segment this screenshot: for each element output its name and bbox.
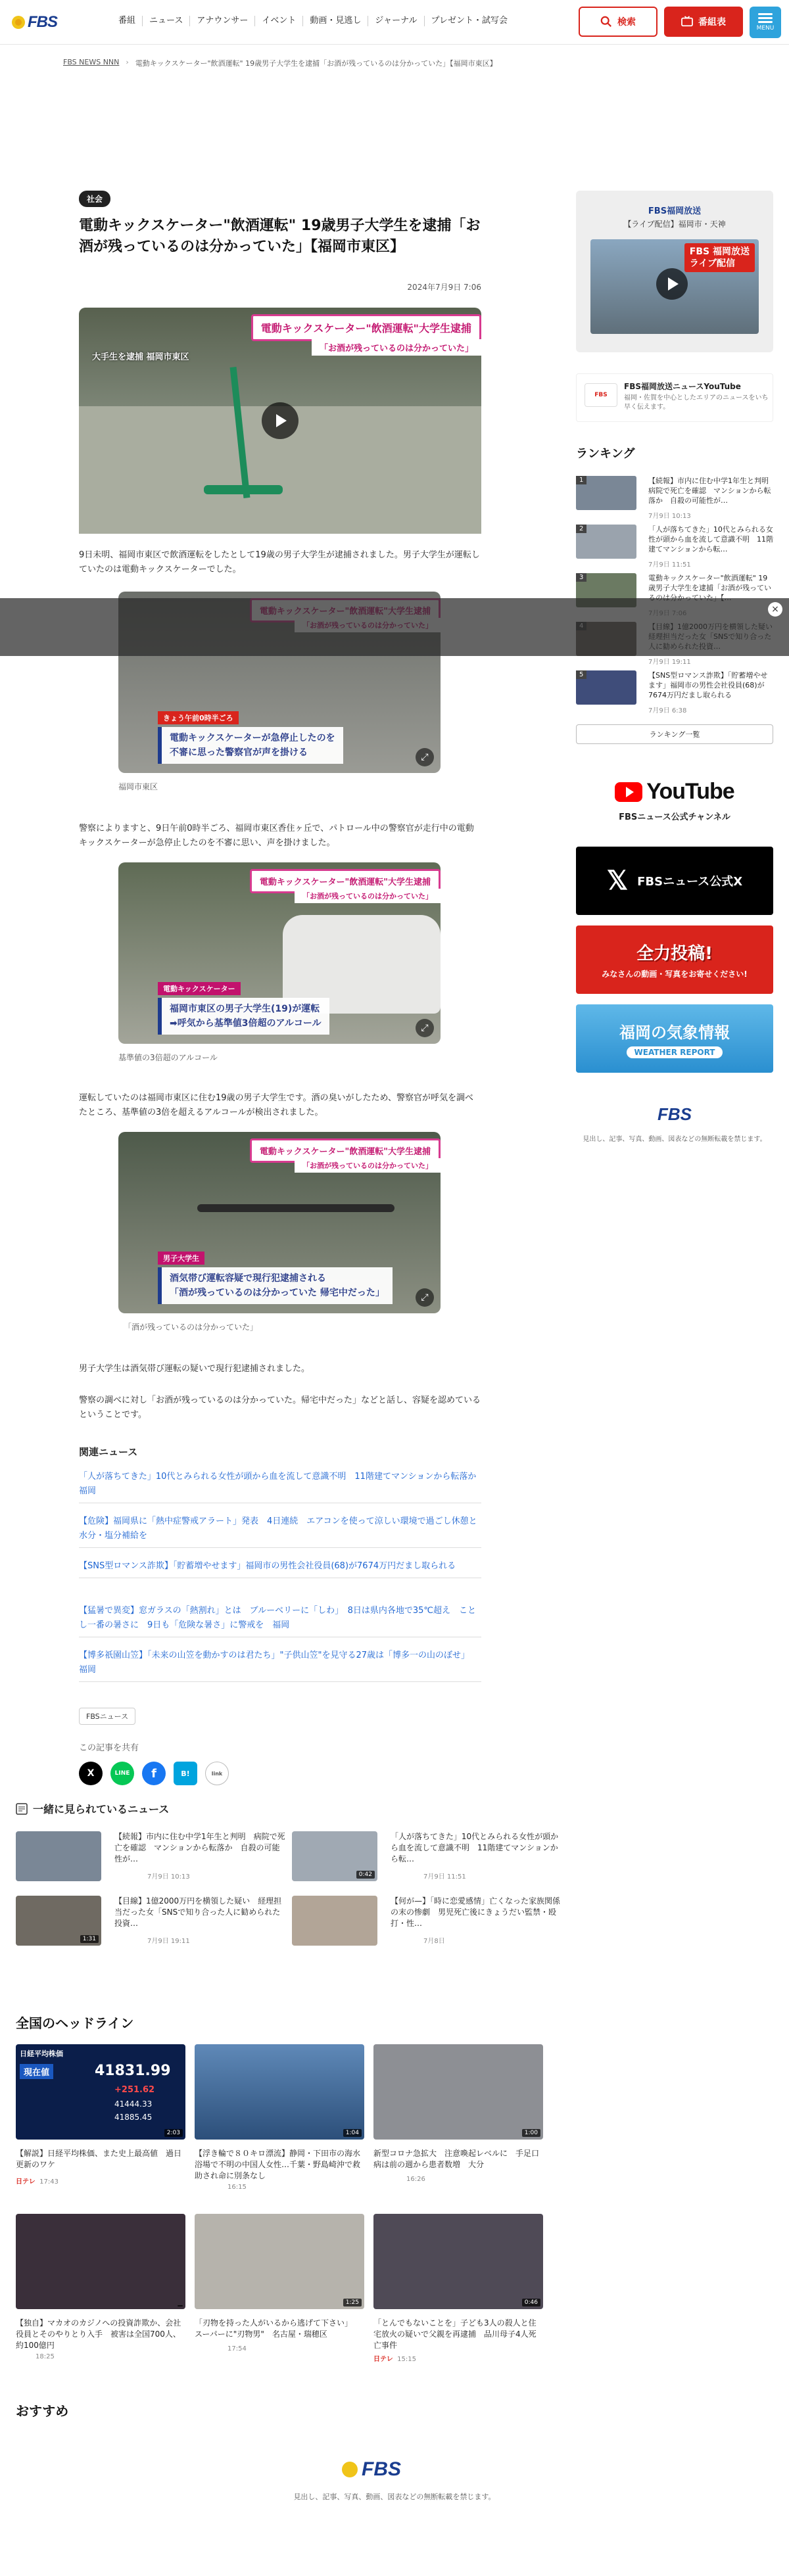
related-news-item[interactable]: 【博多祇園山笠】「未来の山笠を動かすのは君たち」"子供山笠"を見守る27歳は「博多一の山のぼせ」 福岡: [79, 1645, 481, 1682]
live-thumbnail[interactable]: FBS 福岡放送 ライブ配信: [590, 239, 759, 334]
site-header: [0, 0, 789, 45]
fbs-news-logo: FBS: [585, 383, 617, 407]
ranking-item[interactable]: 1 【続報】市内に住む中学1年生と判明 病院で死亡を確認 マンションから転落か 自殺の可能性が… 7月9日 10:13: [576, 476, 773, 522]
menu-button[interactable]: MENU: [750, 7, 781, 38]
share-hatena-icon[interactable]: B!: [174, 1762, 197, 1785]
handlebar-image: [197, 1204, 394, 1212]
chevron-right-icon: ›: [126, 58, 129, 66]
news-list-icon: [16, 1803, 28, 1815]
together-heading: 一緒に見られているニュース: [16, 1801, 169, 1816]
nikkei-thumbnail: 日経平均株価 現在値 41831.99 +251.62 41444.33 41885.45 2:03: [16, 2044, 185, 2140]
related-news-heading: 関連ニュース: [79, 1446, 138, 1458]
together-card[interactable]: 0:42 「人が落ちてきた」10代とみられる女性が頭から血を流して意識不明 11階建てマンションから転… 7月9日 11:51: [292, 1831, 555, 1884]
together-card[interactable]: 【何が—】「時に恋愛感情」亡くなった家族関係の末の惨劇 男児死亡後にきょうだい監禁・殴打・性… 7月8日: [292, 1896, 555, 1948]
post-submission-banner[interactable]: 全力投稿! みなさんの動画・写真をお寄せください!: [576, 925, 773, 994]
article-image-2[interactable]: 電動キックスケーター"飲酒運転"大学生逮捕 「お酒が残っているのは分かっていた」 電動キックスケーター 福岡市東区の男子大学生(19)が運転 ➡呼気から基準値3倍超のアルコール ⤢: [118, 862, 441, 1044]
sun-logo-icon: [342, 2462, 358, 2477]
ranking-item[interactable]: 7月9日 19:11: [576, 622, 773, 668]
article-paragraph: 警察の調べに対し「お酒が残っているのは分かっていた。帰宅中だった」などと話し、容疑を認めているということです。: [79, 1395, 481, 1420]
footer-copyright-note: 見出し、記事、写真、動画、図表などの無断転載を禁じます。: [293, 2493, 496, 2501]
program-guide-button[interactable]: 番組表: [664, 7, 743, 37]
youtube-channel-promo[interactable]: FBS FBS福岡放送ニュースYouTube 福岡・佐賀を中心としたエリアのニュースをいち早く伝えます。: [576, 373, 773, 422]
headline-card[interactable]: 1:04 【浮き輪で８０キロ漂流】静岡・下田市の海水浴場で不明の中国人女性…千葉・野島崎沖で救助され命に別条なし 16:15: [195, 2044, 364, 2202]
image-caption: 福岡市東区: [118, 782, 158, 791]
ranking-list-button[interactable]: ランキング一覧: [576, 724, 773, 744]
play-icon[interactable]: [262, 402, 299, 439]
ranking-item[interactable]: 2 「人が落ちてきた」10代とみられる女性が頭から血を流して意識不明 11階建てマンションから転… 7月9日 11:51: [576, 525, 773, 571]
live-sub: 【ライブ配信】福岡市・天神: [623, 220, 726, 229]
breadcrumb-current: 電動キックスケーター"飲酒運転" 19歳男子大学生を逮捕「お酒が残っているのは分かっていた」【福岡市東区】: [135, 59, 497, 68]
ranking-item[interactable]: 3 電動キックスケーター"飲酒運転" 19歳男子大学生を逮捕「お酒が残ってい: [576, 573, 773, 619]
fbs-copyright-note: 見出し、記事、写真、動画、図表などの無断転載を禁じます。: [583, 1136, 767, 1143]
expand-icon[interactable]: ⤢: [416, 1288, 434, 1307]
headline-card[interactable]: 0:46 「とんでもないことを」子ども3人の殺人と住宅放火の疑いで父親を再逮捕 品川母子4人死亡事件 日テレ 15:15: [373, 2214, 543, 2372]
x-icon: 𝕏: [606, 866, 629, 895]
recommend-heading: おすすめ: [16, 2403, 69, 2419]
live-stream-box[interactable]: [576, 191, 773, 352]
weather-banner[interactable]: 福岡の気象情報 WEATHER REPORT: [576, 1004, 773, 1073]
related-news-item[interactable]: 【SNS型ロマンス詐欺】「貯蓄増やせます」福岡市の男性会社役員(68)が7674万円だまし取られる: [79, 1555, 481, 1578]
live-label: FBS福岡放送: [648, 206, 702, 216]
nav-item-announcer[interactable]: アナウンサー: [190, 16, 255, 26]
sun-logo-icon: [12, 16, 25, 29]
article-image-3[interactable]: 電動キックスケーター"飲酒運転"大学生逮捕 「お酒が残っているのは分かっていた」 男子大学生 酒気帯び運転容疑で現行犯逮捕される 「酒が残っているのは分かっていた 帰宅中だった」 ⤢: [118, 1132, 441, 1313]
article-image-1[interactable]: きょう午前0時半ごろ 電動キックスケーターが急停止したのを 不審に思った警察官が声を掛ける ⤢: [118, 592, 441, 773]
footer-logo[interactable]: FBS: [342, 2458, 401, 2481]
expand-icon[interactable]: ⤢: [416, 748, 434, 766]
headline-card[interactable]: 1:00 新型コロナ急拡大 注意喚起レベルに 手足口病は前の週から患者数増 大分 16:26: [373, 2044, 543, 2202]
share-link-icon[interactable]: link: [205, 1762, 229, 1785]
overlay-ad-bar: [0, 598, 789, 656]
ranking-item[interactable]: 5 【SNS型ロマンス詐欺】「貯蓄増やせます」福岡市の男性会社役員(68)が7674万円だまし取られる 7月9日 6:38: [576, 670, 773, 716]
fbs-sidebar-logo: FBS: [658, 1104, 692, 1124]
share-line-icon[interactable]: LINE: [110, 1762, 134, 1785]
share-facebook-icon[interactable]: f: [142, 1762, 166, 1785]
article-paragraph: 警察によりますと、9日午前0時半ごろ、福岡市東区香住ヶ丘で、パトロール中の警察官が走行中の電動キックスケーターが急停止したのを不審に思い、声を掛けました。: [79, 824, 474, 848]
article-date: 2024年7月9日 7:06: [407, 283, 481, 292]
together-card[interactable]: 1:31 【目線】1億2000万円を横領した疑い 経理担当だった女「SNSで知り合った人に勧められた投資… 7月9日 19:11: [16, 1896, 279, 1948]
expand-icon[interactable]: ⤢: [416, 1019, 434, 1037]
tv-icon: [681, 16, 693, 27]
related-news-item[interactable]: 「人が落ちてきた」10代とみられる女性が頭から血を流して意識不明 11階建てマンションから転落か 福岡: [79, 1466, 481, 1503]
article-paragraph: 運転していたのは福岡市東区に住む19歳の男子大学生です。酒の臭いがしたため、警察官が呼気を調べたところ、基準値の3倍を超えるアルコールが検出されました。: [79, 1093, 473, 1117]
youtube-play-icon: [615, 782, 642, 802]
global-nav: [112, 16, 514, 26]
ranking-heading: ランキング: [576, 447, 635, 461]
fbs-logo[interactable]: FBS: [12, 13, 57, 32]
video-station-text: 大手生を逮捕 福岡市東区: [92, 352, 189, 362]
nav-item-event[interactable]: イベント: [255, 16, 303, 26]
headline-heading: 全国のヘッドライン: [16, 2015, 134, 2031]
headline-card[interactable]: 1:25 「刃物を持った人がいるから逃げて下さい」 スーパーに"刃物男" 名古屋・瑞穂区 17:54: [195, 2214, 364, 2372]
related-news-item[interactable]: 【危険】福岡県に「熱中症警戒アラート」発表 4日連続 エアコンを使って涼しい環境で過ごし休憩と水分・塩分補給を: [79, 1510, 481, 1548]
related-news-item[interactable]: 【猛暑で異変】窓ガラスの「熱割れ」とは ブルーベリーに「しわ」 8日は県内各地で35℃超え ことし一番の暑さに 9日も「危険な暑さ」に警戒を 福岡: [79, 1600, 481, 1637]
nav-item-journal[interactable]: ジャーナル: [368, 16, 424, 26]
tag-fbs-news[interactable]: FBSニュース: [79, 1708, 135, 1725]
article-video[interactable]: 大手生を逮捕 福岡市東区 電動キックスケーター"飲酒運転"大学生逮捕 「お酒が残っているのは分かっていた」: [79, 308, 481, 534]
together-card[interactable]: 【続報】市内に住む中学1年生と判明 病院で死亡を確認 マンションから転落か 自殺の可能性が… 7月9日 10:13: [16, 1831, 279, 1884]
breadcrumb: [63, 58, 497, 68]
x-account-banner[interactable]: 𝕏 FBSニュース公式X: [576, 847, 773, 915]
nav-item-news[interactable]: ニュース: [143, 16, 190, 26]
headline-card[interactable]: 日経平均株価 現在値 41831.99 +251.62 41444.33 41885.45 2:03 【解説】日経平均株価、また史上最高値 過日更新のワケ 日テレ 17:43: [16, 2044, 185, 2202]
share-heading: この記事を共有: [79, 1743, 139, 1753]
search-button[interactable]: 検索: [579, 7, 658, 37]
search-icon: [600, 16, 612, 28]
category-badge[interactable]: 社会: [79, 191, 110, 207]
hamburger-icon: [758, 13, 773, 15]
headline-card[interactable]: 【独自】マカオのカジノへの投資詐欺か、会社役員とそのやりとり入手 被害は全国700人、約100億円 18:25: [16, 2214, 185, 2372]
nav-item-video[interactable]: 動画・見逃し: [303, 16, 368, 26]
article-paragraph: 男子大学生は酒気帯び運転の疑いで現行犯逮捕されました。: [79, 1364, 310, 1374]
play-icon[interactable]: [656, 268, 688, 300]
breadcrumb-home[interactable]: FBS NEWS NNN: [63, 58, 120, 66]
close-icon[interactable]: ×: [768, 602, 782, 617]
article-title: 電動キックスケーター"飲酒運転" 19歳男子大学生を逮捕「お酒が残っているのは分かっていた」【福岡市東区】: [79, 218, 481, 255]
nav-item-bangumi[interactable]: 番組: [112, 16, 143, 26]
image-caption: 基準値の3倍超のアルコール: [118, 1053, 218, 1062]
share-x-icon[interactable]: X: [79, 1762, 103, 1785]
nav-item-present[interactable]: プレゼント・試写会: [431, 16, 508, 26]
youtube-banner[interactable]: YouTube FBSニュース公式チャンネル: [576, 770, 773, 831]
article-paragraph: 9日未明、福岡市東区で飲酒運転をしたとして19歳の男子大学生が逮捕されました。男子大学生が運転していたのは電動キックスケーターでした。: [79, 550, 480, 574]
image-caption: 「酒が残っているのは分かっていた」: [124, 1323, 258, 1332]
